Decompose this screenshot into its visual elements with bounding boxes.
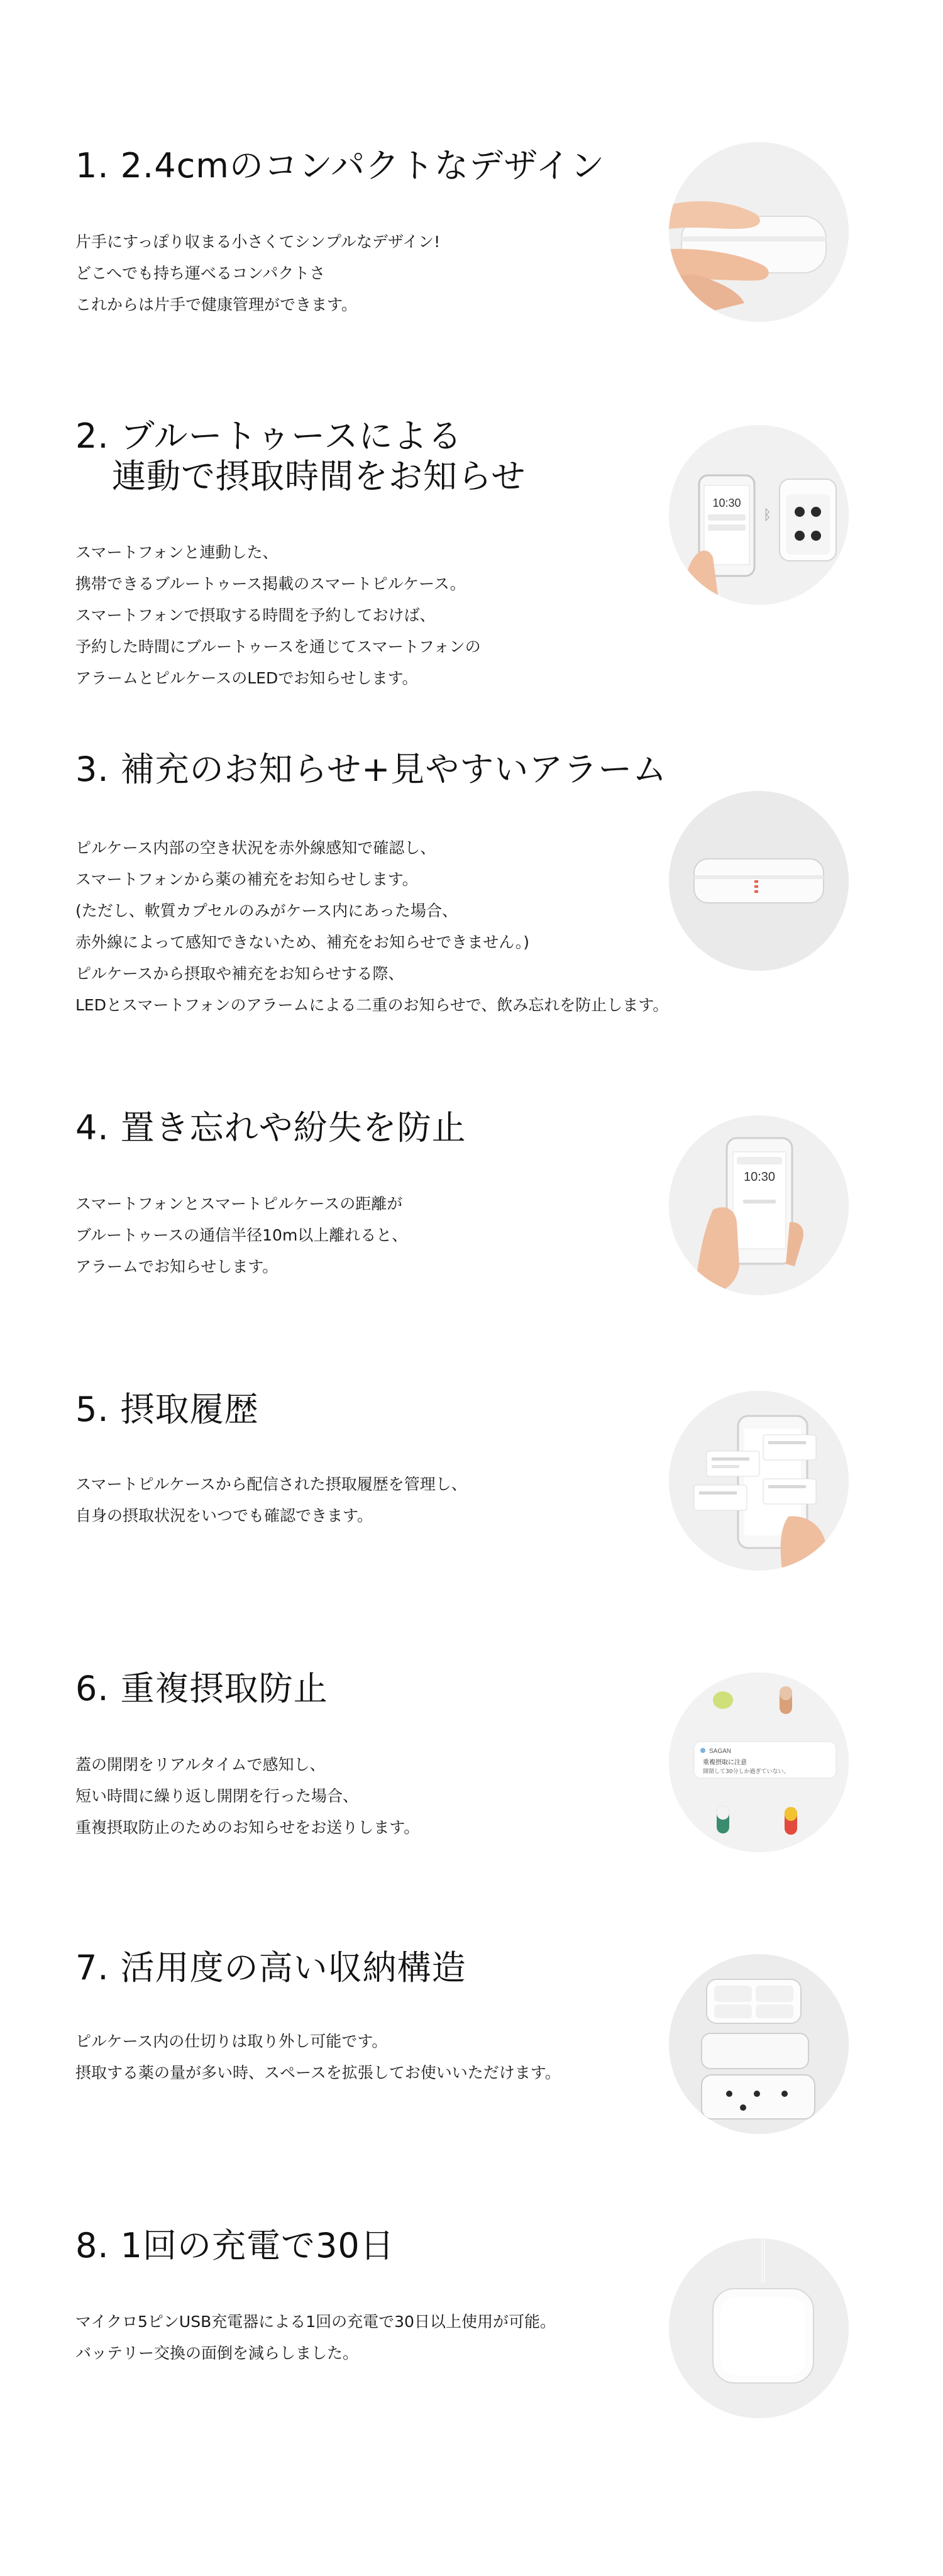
body-line: 携帯できるブルートゥース掲載のスマートピルケース。 bbox=[75, 575, 466, 593]
stacked-pill-case-trays-image bbox=[669, 1954, 849, 2134]
section-title: 3. 補充のお知らせ+見やすいアラーム bbox=[75, 749, 668, 789]
body-line: これからは片手で健康管理ができます。 bbox=[75, 296, 358, 314]
body-line: 摂取する薬の量が多い時、スペースを拡張してお使いいただけます。 bbox=[75, 2064, 561, 2082]
phone-history-cards-image bbox=[669, 1391, 849, 1571]
section-body bbox=[75, 2026, 561, 2089]
section-body bbox=[75, 832, 668, 1021]
body-line: 赤外線によって感知できないため、補充をお知らせできません。) bbox=[75, 933, 530, 951]
body-line: スマートフォンで摂取する時間を予約しておけば、 bbox=[75, 606, 436, 624]
section-title-line1: 2. ブルートゥースによる bbox=[75, 416, 463, 456]
body-line: ブルートゥースの通信半径10m以上離れると、 bbox=[75, 1226, 408, 1244]
section-body bbox=[75, 1469, 467, 1532]
section-body bbox=[75, 1188, 407, 1283]
body-line: スマートフォンと連動した、 bbox=[75, 543, 278, 561]
section-title: 1. 2.4cmのコンパクトなデザイン bbox=[75, 146, 605, 185]
notification-title: 重複摂取に注意 bbox=[703, 1759, 747, 1766]
body-line: LEDとスマートフォンのアラームによる二重のお知らせで、飲み忘れを防止します。 bbox=[75, 996, 669, 1014]
body-line: ピルケースから摂取や補充をお知らせする際、 bbox=[75, 965, 404, 983]
body-line: 重複摂取防止のためのお知らせをお送りします。 bbox=[75, 1818, 420, 1837]
pill-case-led-image bbox=[669, 791, 849, 971]
body-line: スマートピルケースから配信された摂取履歴を管理し、 bbox=[75, 1475, 467, 1493]
body-line: 予約した時間にブルートゥースを通じてスマートフォンの bbox=[75, 638, 481, 656]
phone-clock: 10:30 bbox=[712, 497, 741, 509]
section-title: 4. 置き忘れや紛失を防止 bbox=[75, 1108, 466, 1147]
svg-text:ᛒ: ᛒ bbox=[763, 507, 772, 523]
body-line: ピルケース内の仕切りは取り外し可能です。 bbox=[75, 2032, 388, 2050]
section-body bbox=[75, 2306, 556, 2369]
section-title: 8. 1回の充電で30日 bbox=[75, 2226, 395, 2265]
body-line: (ただし、軟質カプセルのみがケース内にあった場合、 bbox=[75, 902, 458, 920]
body-line: 蓋の開閉をリアルタイムで感知し、 bbox=[75, 1755, 326, 1774]
body-line: どこへでも持ち運べるコンパクトさ bbox=[75, 264, 326, 282]
body-line: アラームでお知らせします。 bbox=[75, 1258, 278, 1276]
section-title: 6. 重複摂取防止 bbox=[75, 1669, 328, 1708]
phone-bluetooth-pill-case-image bbox=[669, 425, 849, 605]
capsules-notification-image bbox=[669, 1672, 849, 1852]
section-title: 7. 活用度の高い収納構造 bbox=[75, 1948, 466, 1987]
notification-text: 開閉して30分しか過ぎていない。 bbox=[703, 1769, 790, 1775]
section-title bbox=[75, 416, 526, 497]
pill-case-with-cable-image bbox=[669, 2238, 849, 2418]
body-line: スマートフォンから薬の補充をお知らせします。 bbox=[75, 870, 418, 888]
body-line: スマートフォンとスマートピルケースの距離が bbox=[75, 1195, 403, 1213]
body-line: 自身の摂取状況をいつでも確認できます。 bbox=[75, 1506, 373, 1525]
body-line: ピルケース内部の空き状況を赤外線感知で確認し、 bbox=[75, 839, 436, 857]
section-body bbox=[75, 537, 481, 694]
hand-holding-pill-case-image bbox=[669, 142, 849, 322]
section-title: 5. 摂取履歴 bbox=[75, 1390, 259, 1429]
hand-holding-phone-image bbox=[669, 1115, 849, 1295]
section-body bbox=[75, 1749, 419, 1844]
body-line: バッテリー交換の面倒を減らしました。 bbox=[75, 2344, 359, 2362]
section-title-line2: 連動で摂取時間をお知らせ bbox=[112, 456, 526, 496]
phone-clock: 10:30 bbox=[743, 1170, 776, 1184]
notification-app: SAGAN bbox=[709, 1748, 732, 1755]
body-line: 片手にすっぽり収まる小さくてシンプルなデザイン! bbox=[75, 233, 441, 251]
body-line: マイクロ5ピンUSB充電器による1回の充電で30日以上使用が可能。 bbox=[75, 2313, 556, 2331]
body-line: 短い時間に繰り返し開閉を行った場合、 bbox=[75, 1787, 359, 1805]
body-line: アラームとピルケースのLEDでお知らせします。 bbox=[75, 669, 418, 687]
section-body bbox=[75, 226, 440, 321]
